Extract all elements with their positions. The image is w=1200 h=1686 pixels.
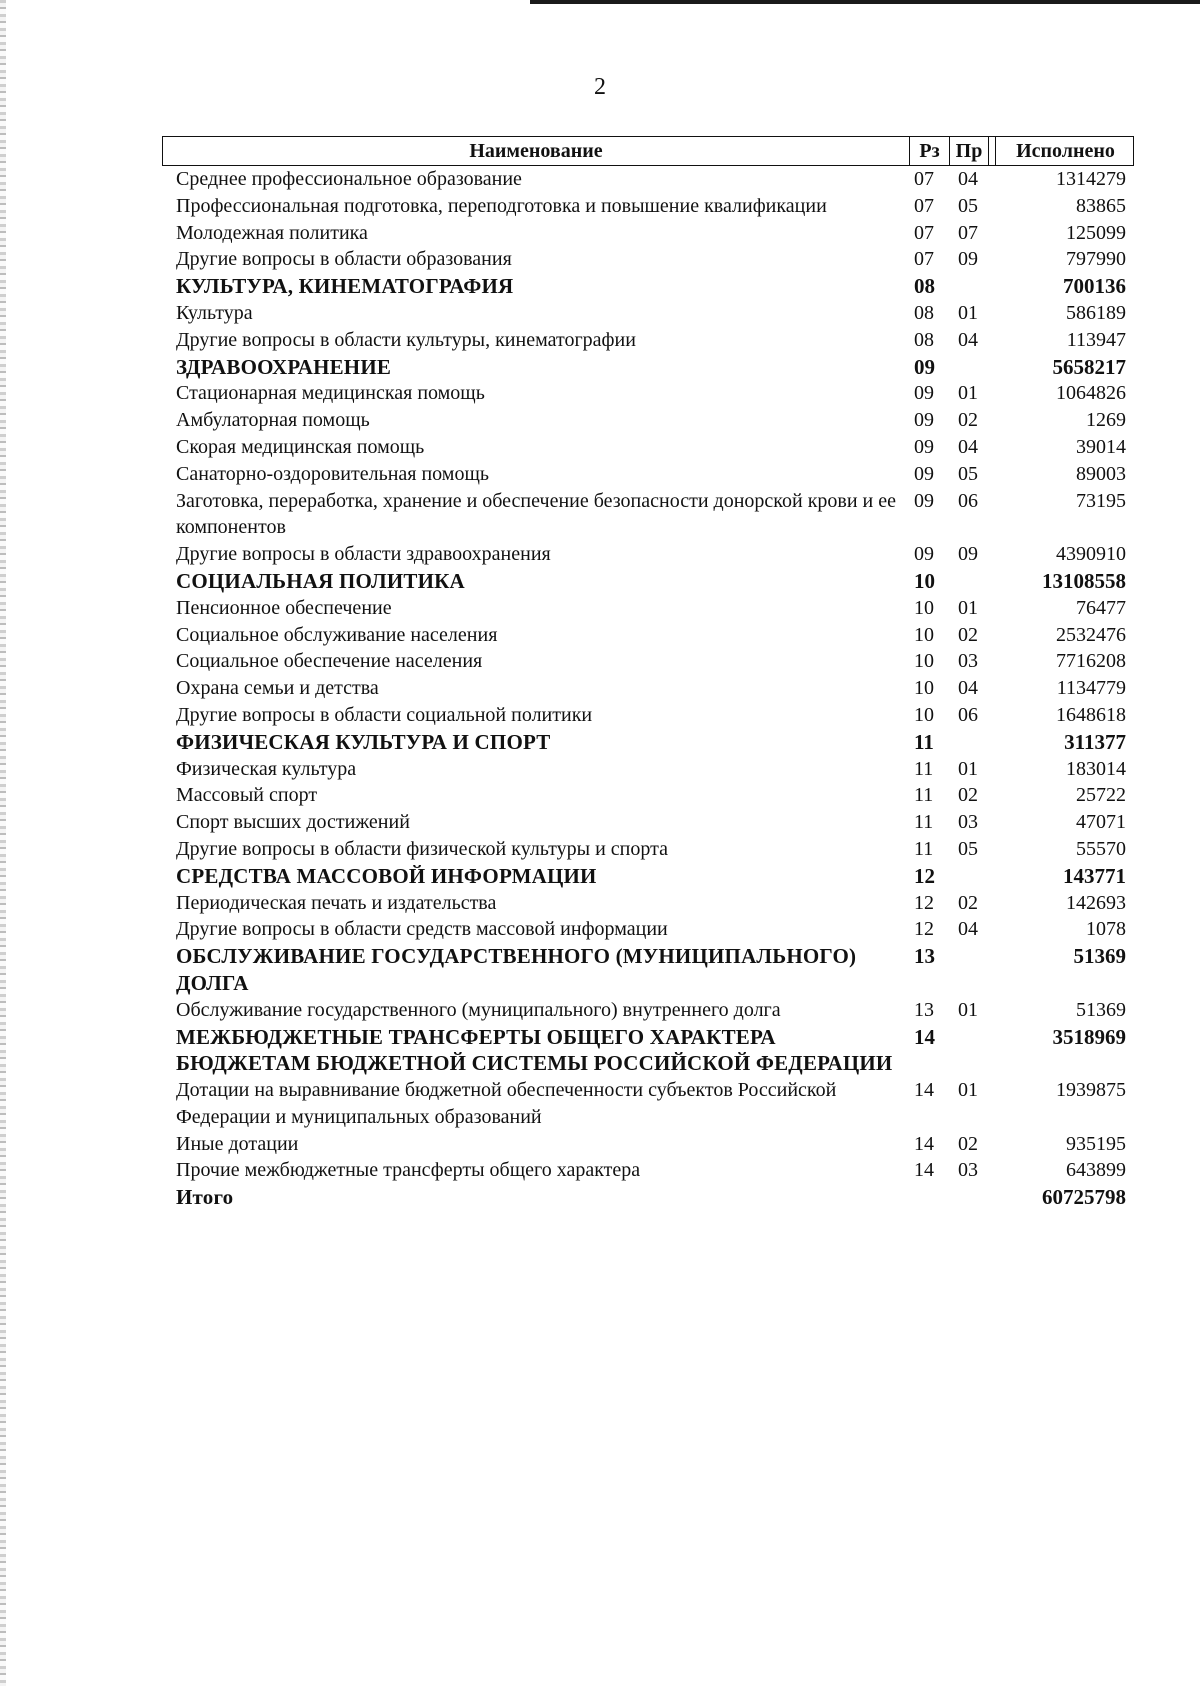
row-name: Охрана семьи и детства: [176, 677, 379, 700]
row-rz: 12: [914, 863, 935, 888]
row-pr: 04: [958, 328, 978, 351]
row-pr: 05: [958, 194, 978, 217]
row-rz: 12: [914, 918, 934, 941]
row-executed: 143771: [1063, 863, 1126, 888]
row-pr: 03: [958, 650, 978, 673]
row-pr: 05: [958, 837, 978, 860]
row-name: Стационарная медицинская помощь: [176, 382, 485, 405]
table-row: [162, 595, 1134, 622]
table-row: [162, 648, 1134, 675]
row-rz: 11: [914, 837, 934, 860]
table-row: [162, 1131, 1134, 1158]
header-pr: Пр: [949, 137, 989, 165]
row-executed: 183014: [1066, 757, 1126, 780]
row-executed: 51369: [1076, 998, 1126, 1021]
row-executed: 125099: [1066, 221, 1126, 244]
row-pr: 09: [958, 248, 978, 271]
row-pr: 02: [958, 1132, 978, 1155]
row-executed: 25722: [1076, 784, 1126, 807]
row-rz: 12: [914, 891, 934, 914]
row-name: СОЦИАЛЬНАЯ ПОЛИТИКА: [176, 568, 465, 593]
row-pr: 01: [958, 757, 978, 780]
table-row: [162, 916, 1134, 943]
table-row: [162, 756, 1134, 783]
row-executed: 142693: [1066, 891, 1126, 914]
table-row: [162, 300, 1134, 327]
row-rz: 13: [914, 944, 935, 969]
row-executed: 39014: [1076, 435, 1126, 458]
table-row: [162, 354, 1134, 381]
row-rz: 11: [914, 757, 934, 780]
table-row: [162, 461, 1134, 488]
page-number: 2: [594, 74, 606, 100]
row-executed: 700136: [1063, 274, 1126, 299]
row-name: Другие вопросы в области здравоохранения: [176, 543, 551, 566]
row-name: СРЕДСТВА МАССОВОЙ ИНФОРМАЦИИ: [176, 863, 597, 888]
table-row: [162, 166, 1134, 193]
row-rz: 09: [914, 354, 935, 379]
row-rz: 07: [914, 221, 934, 244]
row-pr: 04: [958, 677, 978, 700]
row-rz: 09: [914, 409, 934, 432]
row-pr: 05: [958, 462, 978, 485]
row-rz: 09: [914, 435, 934, 458]
row-rz: 08: [914, 274, 935, 299]
table-row: [162, 1157, 1134, 1184]
header-executed: Исполнено: [995, 137, 1135, 165]
table-row: [162, 836, 1134, 863]
row-executed: 5658217: [1052, 354, 1126, 379]
table-row: [162, 729, 1134, 756]
row-executed: 1314279: [1056, 168, 1126, 190]
row-executed: 113947: [1066, 328, 1126, 351]
scan-edge-top: [530, 0, 1200, 4]
row-rz: 09: [914, 382, 934, 405]
table-row: [162, 380, 1134, 407]
row-rz: 09: [914, 543, 934, 566]
row-rz: 07: [914, 168, 934, 190]
table-row: [162, 434, 1134, 461]
row-pr: 02: [958, 891, 978, 914]
row-executed: 1078: [1086, 918, 1126, 941]
row-rz: 14: [914, 1132, 934, 1155]
row-pr: 01: [958, 301, 978, 324]
row-name: Физическая культура: [176, 757, 357, 780]
row-name: Скорая медицинская помощь: [176, 435, 425, 458]
row-executed: 83865: [1076, 194, 1126, 217]
row-name: Социальное обслуживание населения: [176, 623, 498, 646]
row-pr: 06: [958, 703, 978, 726]
header-name: Наименование: [469, 140, 603, 162]
row-rz: 10: [914, 677, 934, 700]
row-name: Обслуживание государственного (муниципального) внутреннего долга: [176, 998, 781, 1021]
row-pr: 04: [958, 918, 978, 941]
budget-table: [162, 136, 1134, 1211]
table-row: [162, 943, 1134, 997]
row-rz: 10: [914, 568, 935, 593]
row-pr: 03: [958, 811, 978, 834]
row-name: ЗДРАВООХРАНЕНИЕ: [176, 354, 392, 379]
row-name: Другие вопросы в области образования: [176, 248, 512, 271]
row-name: Спорт высших достижений: [176, 811, 410, 834]
table-row: [162, 273, 1134, 300]
table-row: [162, 809, 1134, 836]
row-rz: 10: [914, 596, 934, 619]
table-row: [162, 675, 1134, 702]
table-row: [162, 541, 1134, 568]
row-pr: 03: [958, 1159, 978, 1182]
row-rz: 14: [914, 1159, 934, 1182]
row-name: КУЛЬТУРА, КИНЕМАТОГРАФИЯ: [176, 274, 514, 299]
row-name: Культура: [176, 301, 253, 324]
row-executed: 586189: [1066, 301, 1126, 324]
row-executed: 55570: [1076, 837, 1126, 860]
row-pr: 02: [958, 409, 978, 432]
row-name: Иные дотации: [176, 1132, 299, 1155]
table-row: [162, 702, 1134, 729]
header-rz: Рз: [909, 137, 949, 165]
row-rz: 13: [914, 998, 934, 1021]
table-row: [162, 1077, 1134, 1131]
row-pr: 02: [958, 784, 978, 807]
row-executed: 1064826: [1056, 382, 1126, 405]
row-executed: 1939875: [1056, 1079, 1126, 1102]
row-name: МЕЖБЮДЖЕТНЫЕ ТРАНСФЕРТЫ ОБЩЕГО ХАРАКТЕРА БЮДЖЕТАМ БЮДЖЕТНОЙ СИСТЕМЫ РОССИЙСКОЙ ФЕДЕРАЦИИ: [176, 1024, 893, 1076]
row-name: Заготовка, переработка, хранение и обеспечение безопасности донорской крови и ее компонентов: [176, 489, 897, 539]
row-pr: 04: [958, 168, 978, 190]
row-pr: 06: [958, 489, 978, 512]
row-name: Молодежная политика: [176, 221, 368, 244]
row-name: Другие вопросы в области средств массовой информации: [176, 918, 668, 941]
row-rz: 07: [914, 248, 934, 271]
table-row: [162, 488, 1134, 542]
row-name: Профессиональная подготовка, переподготовка и повышение квалификации: [176, 194, 827, 217]
scan-edge: [0, 0, 6, 1686]
row-name: Дотации на выравнивание бюджетной обеспеченности субъектов Российской Федерации и муниципальных образований: [176, 1079, 837, 1128]
row-executed: 797990: [1066, 248, 1126, 271]
table-row: [162, 193, 1134, 220]
row-pr: 01: [958, 998, 978, 1021]
row-pr: 01: [958, 596, 978, 619]
row-pr: 04: [958, 435, 978, 458]
row-pr: 01: [958, 382, 978, 405]
row-executed: 7716208: [1056, 650, 1126, 673]
table-row: [162, 622, 1134, 649]
row-rz: 09: [914, 489, 934, 512]
table-row: [162, 407, 1134, 434]
row-name: Итого: [176, 1185, 234, 1210]
table-header: [162, 136, 1134, 166]
row-name: Амбулаторная помощь: [176, 409, 370, 432]
row-executed: 1134779: [1056, 677, 1126, 700]
row-rz: 10: [914, 623, 934, 646]
table-row: [162, 1024, 1134, 1078]
row-name: Периодическая печать и издательства: [176, 891, 497, 914]
row-rz: 10: [914, 650, 934, 673]
table-row: [162, 997, 1134, 1024]
row-name: Среднее профессиональное образование: [176, 168, 522, 190]
row-executed: 47071: [1076, 811, 1126, 834]
row-executed: 4390910: [1056, 543, 1126, 566]
row-executed: 1648618: [1056, 703, 1126, 726]
row-name: Санаторно-оздоровительная помощь: [176, 462, 489, 485]
row-pr: 02: [958, 623, 978, 646]
row-rz: 07: [914, 194, 934, 217]
row-executed: 89003: [1076, 462, 1126, 485]
table-row: [162, 327, 1134, 354]
table-row: [162, 782, 1134, 809]
row-executed: 935195: [1066, 1132, 1126, 1155]
table-row: [162, 220, 1134, 247]
row-executed: 73195: [1076, 489, 1126, 512]
row-rz: 14: [914, 1079, 934, 1102]
row-executed: 2532476: [1056, 623, 1126, 646]
table-row: [162, 863, 1134, 890]
row-rz: 14: [914, 1024, 935, 1049]
table-row: [162, 568, 1134, 595]
row-rz: 11: [914, 784, 934, 807]
row-executed: 51369: [1073, 944, 1126, 969]
table-row: [162, 890, 1134, 917]
row-name: Другие вопросы в области физической культуры и спорта: [176, 837, 668, 860]
row-executed: 643899: [1066, 1159, 1126, 1182]
row-name: Другие вопросы в области культуры, кинематографии: [176, 328, 636, 351]
row-name: Пенсионное обеспечение: [176, 596, 392, 619]
row-name: Массовый спорт: [176, 784, 318, 807]
row-rz: 11: [914, 729, 934, 754]
row-pr: 09: [958, 543, 978, 566]
row-rz: 08: [914, 328, 934, 351]
row-pr: 07: [958, 221, 978, 244]
row-name: Социальное обеспечение населения: [176, 650, 483, 673]
row-name: ОБСЛУЖИВАНИЕ ГОСУДАРСТВЕННОГО (МУНИЦИПАЛЬНОГО) ДОЛГА: [176, 944, 857, 995]
row-executed: 60725798: [1042, 1185, 1126, 1210]
table-row: [162, 1184, 1134, 1211]
row-name: ФИЗИЧЕСКАЯ КУЛЬТУРА И СПОРТ: [176, 729, 551, 754]
row-executed: 76477: [1076, 596, 1126, 619]
row-pr: 01: [958, 1079, 978, 1102]
row-rz: 09: [914, 462, 934, 485]
row-rz: 10: [914, 703, 934, 726]
table-body: [162, 166, 1134, 1211]
row-rz: 08: [914, 301, 934, 324]
table-row: [162, 246, 1134, 273]
row-rz: 11: [914, 811, 934, 834]
row-executed: 13108558: [1042, 568, 1126, 593]
row-executed: 311377: [1064, 729, 1126, 754]
row-name: Прочие межбюджетные трансферты общего характера: [176, 1159, 641, 1182]
row-name: Другие вопросы в области социальной политики: [176, 703, 593, 726]
row-executed: 1269: [1086, 409, 1126, 432]
row-executed: 3518969: [1052, 1024, 1126, 1049]
